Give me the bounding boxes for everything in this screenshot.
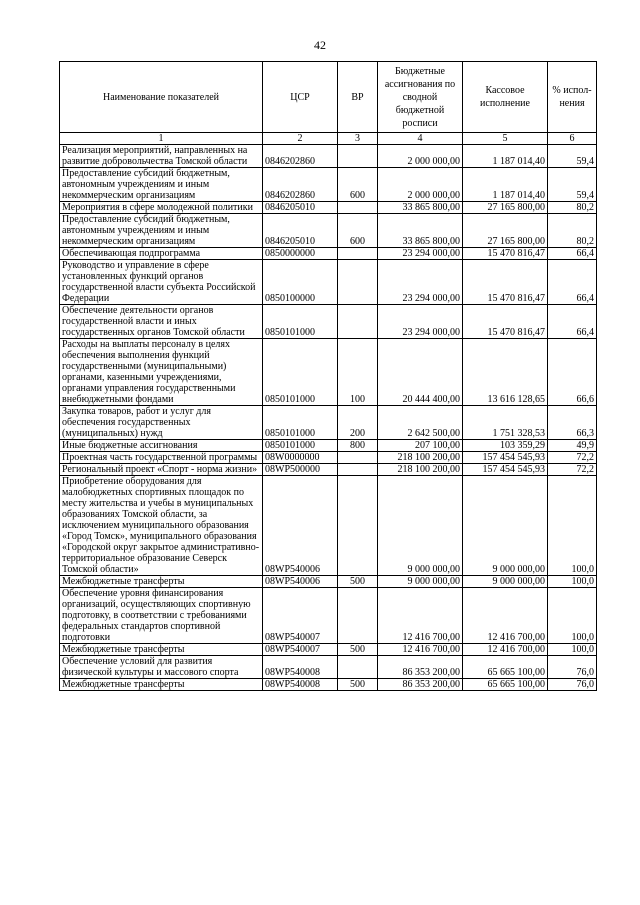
row-cash: 12 416 700,00 xyxy=(463,644,548,656)
row-budget: 9 000 000,00 xyxy=(378,576,463,588)
row-cash: 157 454 545,93 xyxy=(463,464,548,476)
table-body xyxy=(60,145,597,691)
row-budget: 20 444 400,00 xyxy=(378,339,463,406)
row-budget: 23 294 000,00 xyxy=(378,248,463,260)
row-vr xyxy=(338,452,378,464)
table-row xyxy=(60,464,597,476)
row-percent: 72,2 xyxy=(548,452,597,464)
row-budget: 207 100,00 xyxy=(378,440,463,452)
row-name: Обеспечение условий для развития физической культуры и массового спорта xyxy=(60,656,263,679)
header-name: Наименование показателей xyxy=(60,62,263,133)
row-percent: 49,9 xyxy=(548,440,597,452)
table-row xyxy=(60,305,597,339)
row-csr: 0846205010 xyxy=(263,202,338,214)
row-cash: 27 165 800,00 xyxy=(463,202,548,214)
budget-execution-table xyxy=(59,61,597,691)
table-row xyxy=(60,576,597,588)
row-percent: 80,2 xyxy=(548,214,597,248)
table-row xyxy=(60,260,597,305)
row-percent: 66,3 xyxy=(548,406,597,440)
column-number: 6 xyxy=(548,133,597,145)
row-percent: 100,0 xyxy=(548,476,597,576)
column-number: 4 xyxy=(378,133,463,145)
row-cash: 65 665 100,00 xyxy=(463,679,548,691)
column-number: 1 xyxy=(60,133,263,145)
table-row xyxy=(60,452,597,464)
row-name: Межбюджетные трансферты xyxy=(60,644,263,656)
row-percent: 66,4 xyxy=(548,248,597,260)
row-csr: 0850101000 xyxy=(263,305,338,339)
row-csr: 08WP540007 xyxy=(263,588,338,644)
header-budget: Бюджетные ассигнования по сводной бюджетной росписи xyxy=(378,62,463,133)
row-cash: 65 665 100,00 xyxy=(463,656,548,679)
row-csr: 08WP540006 xyxy=(263,476,338,576)
row-vr xyxy=(338,588,378,644)
row-name: Расходы на выплаты персоналу в целях обеспечения выполнения функций государственными (муниципальными) органами, казенными учреждениями, органами управления государственными внебюджетными фондами xyxy=(60,339,263,406)
row-csr: 0850101000 xyxy=(263,339,338,406)
row-budget: 23 294 000,00 xyxy=(378,305,463,339)
column-number: 5 xyxy=(463,133,548,145)
row-vr: 100 xyxy=(338,339,378,406)
row-vr xyxy=(338,305,378,339)
row-csr: 08WP540008 xyxy=(263,679,338,691)
row-percent: 59,4 xyxy=(548,145,597,168)
row-percent: 76,0 xyxy=(548,679,597,691)
row-cash: 1 751 328,53 xyxy=(463,406,548,440)
row-budget: 23 294 000,00 xyxy=(378,260,463,305)
row-csr: 08WP540008 xyxy=(263,656,338,679)
row-percent: 80,2 xyxy=(548,202,597,214)
row-vr: 800 xyxy=(338,440,378,452)
row-budget: 86 353 200,00 xyxy=(378,656,463,679)
row-budget: 12 416 700,00 xyxy=(378,588,463,644)
column-number-row xyxy=(60,133,597,145)
table-row xyxy=(60,656,597,679)
row-name: Предоставление субсидий бюджетным, автономным учреждениям и иным некоммерческим организациям xyxy=(60,168,263,202)
row-vr xyxy=(338,656,378,679)
row-cash: 15 470 816,47 xyxy=(463,248,548,260)
row-cash: 13 616 128,65 xyxy=(463,339,548,406)
row-vr xyxy=(338,260,378,305)
table-row xyxy=(60,679,597,691)
header-cash: Кассовое исполнение xyxy=(463,62,548,133)
row-vr: 600 xyxy=(338,214,378,248)
row-percent: 66,4 xyxy=(548,305,597,339)
row-budget: 2 000 000,00 xyxy=(378,168,463,202)
row-name: Приобретение оборудования для малобюджетных спортивных площадок по месту жительства и учебы в муниципальных образованиях Томской области, за исключением муниципального образования «Город Томск», муниципального образования «Городской округ закрытое административно-территориальное образование Северск Томской области» xyxy=(60,476,263,576)
row-name: Региональный проект «Спорт - норма жизни» xyxy=(60,464,263,476)
row-name: Руководство и управление в сфере установленных функций органов государственной власти субъекта Российской Федерации xyxy=(60,260,263,305)
row-percent: 66,6 xyxy=(548,339,597,406)
row-cash: 1 187 014,40 xyxy=(463,145,548,168)
row-percent: 100,0 xyxy=(548,644,597,656)
row-percent: 100,0 xyxy=(548,588,597,644)
table-row xyxy=(60,476,597,576)
row-vr xyxy=(338,202,378,214)
row-name: Обеспечивающая подпрограмма xyxy=(60,248,263,260)
row-name: Межбюджетные трансферты xyxy=(60,679,263,691)
row-budget: 12 416 700,00 xyxy=(378,644,463,656)
table-row xyxy=(60,202,597,214)
row-name: Проектная часть государственной программы xyxy=(60,452,263,464)
row-name: Обеспечение уровня финансирования организаций, осуществляющих спортивную подготовку, в соответствии с требованиями федеральных стандартов спортивной подготовки xyxy=(60,588,263,644)
row-csr: 0850000000 xyxy=(263,248,338,260)
row-csr: 0850100000 xyxy=(263,260,338,305)
row-vr: 500 xyxy=(338,679,378,691)
row-cash: 9 000 000,00 xyxy=(463,476,548,576)
table-row xyxy=(60,168,597,202)
row-cash: 15 470 816,47 xyxy=(463,260,548,305)
row-cash: 157 454 545,93 xyxy=(463,452,548,464)
row-vr xyxy=(338,476,378,576)
row-vr: 200 xyxy=(338,406,378,440)
row-csr: 08WP500000 xyxy=(263,464,338,476)
table-row xyxy=(60,440,597,452)
row-csr: 0846202860 xyxy=(263,145,338,168)
table-row xyxy=(60,406,597,440)
row-csr: 0850101000 xyxy=(263,406,338,440)
row-budget: 9 000 000,00 xyxy=(378,476,463,576)
row-percent: 72,2 xyxy=(548,464,597,476)
row-csr: 0846205010 xyxy=(263,214,338,248)
row-name: Предоставление субсидий бюджетным, автономным учреждениям и иным некоммерческим организациям xyxy=(60,214,263,248)
row-budget: 2 000 000,00 xyxy=(378,145,463,168)
header-row xyxy=(60,62,597,133)
row-percent: 100,0 xyxy=(548,576,597,588)
row-vr xyxy=(338,248,378,260)
table-row xyxy=(60,588,597,644)
header-vr: ВР xyxy=(338,62,378,133)
row-cash: 9 000 000,00 xyxy=(463,576,548,588)
page-number: 42 xyxy=(314,38,326,52)
row-name: Обеспечение деятельности органов государственной власти и иных государственных органов Томской области xyxy=(60,305,263,339)
table-row xyxy=(60,214,597,248)
row-name: Мероприятия в сфере молодежной политики xyxy=(60,202,263,214)
row-vr: 500 xyxy=(338,644,378,656)
header-csr: ЦСР xyxy=(263,62,338,133)
row-csr: 0850101000 xyxy=(263,440,338,452)
row-vr xyxy=(338,145,378,168)
row-name: Реализация мероприятий, направленных на развитие добровольчества Томской области xyxy=(60,145,263,168)
header-percent: % испол-нения xyxy=(548,62,597,133)
row-cash: 103 359,29 xyxy=(463,440,548,452)
row-csr: 0846202860 xyxy=(263,168,338,202)
table-row xyxy=(60,339,597,406)
row-budget: 2 642 500,00 xyxy=(378,406,463,440)
row-budget: 218 100 200,00 xyxy=(378,464,463,476)
row-budget: 33 865 800,00 xyxy=(378,202,463,214)
row-name: Межбюджетные трансферты xyxy=(60,576,263,588)
row-budget: 33 865 800,00 xyxy=(378,214,463,248)
row-name: Иные бюджетные ассигнования xyxy=(60,440,263,452)
row-csr: 08W0000000 xyxy=(263,452,338,464)
row-percent: 59,4 xyxy=(548,168,597,202)
row-percent: 66,4 xyxy=(548,260,597,305)
row-cash: 12 416 700,00 xyxy=(463,588,548,644)
row-vr xyxy=(338,464,378,476)
row-csr: 08WP540006 xyxy=(263,576,338,588)
row-vr: 500 xyxy=(338,576,378,588)
column-number: 2 xyxy=(263,133,338,145)
row-cash: 1 187 014,40 xyxy=(463,168,548,202)
row-percent: 76,0 xyxy=(548,656,597,679)
row-name: Закупка товаров, работ и услуг для обеспечения государственных (муниципальных) нужд xyxy=(60,406,263,440)
row-csr: 08WP540007 xyxy=(263,644,338,656)
table-row xyxy=(60,644,597,656)
row-vr: 600 xyxy=(338,168,378,202)
row-cash: 15 470 816,47 xyxy=(463,305,548,339)
column-number: 3 xyxy=(338,133,378,145)
row-cash: 27 165 800,00 xyxy=(463,214,548,248)
table-row xyxy=(60,145,597,168)
table-row xyxy=(60,248,597,260)
row-budget: 86 353 200,00 xyxy=(378,679,463,691)
row-budget: 218 100 200,00 xyxy=(378,452,463,464)
